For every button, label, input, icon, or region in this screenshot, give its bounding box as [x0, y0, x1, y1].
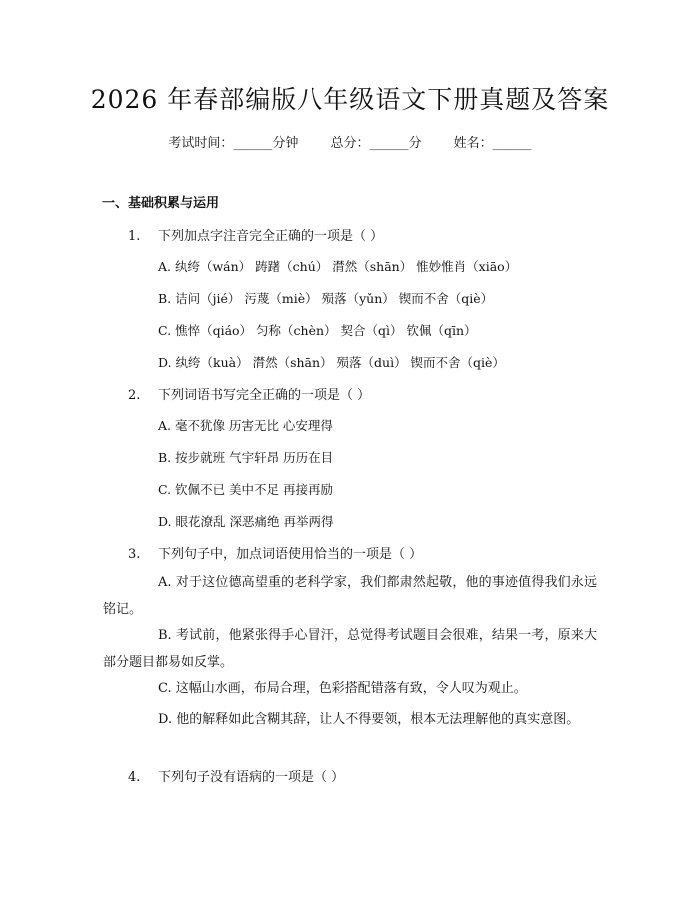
- q3-option-c: C. 这幅山水画，布局合理，色彩搭配错落有致，令人叹为观止。: [158, 681, 527, 696]
- q1-option-a: A. 纨绔（wán） 踌躇（chú） 潸然（shān） 惟妙惟肖（xiāo）: [158, 259, 518, 274]
- question-text: 下列加点字注音完全正确的一项是（ ）: [158, 229, 384, 244]
- question-text: 下列词语书写完全正确的一项是（ ）: [158, 388, 371, 403]
- question-text: 下列句子中，加点词语使用恰当的一项是（ ）: [158, 547, 423, 562]
- exam-title: 2026 年春部编版八年级语文下册真题及答案: [90, 85, 610, 114]
- question-2: [128, 384, 370, 403]
- q1-option-b: B. 诘问（jié） 污蔑（miè） 殒落（yǔn） 锲而不舍（qiè）: [158, 291, 494, 306]
- exam-info: [0, 132, 700, 151]
- question-number: 1.: [128, 229, 141, 244]
- exam-score: 总分：______分: [330, 136, 422, 151]
- q2-option-a: A. 毫不犹像 历害无比 心安理得: [158, 418, 333, 433]
- question-number: 3.: [128, 547, 141, 562]
- q3-option-b: B. 考试前，他紧张得手心冒汗，总觉得考试题目会很难，结果一考，原来大部分题目都易如反掌。: [103, 628, 597, 670]
- question-number: 4.: [128, 770, 141, 785]
- question-number: 2.: [128, 388, 141, 403]
- question-1: [128, 225, 383, 244]
- q2-option-b: B. 按步就班 气宇轩昂 历历在目: [158, 450, 334, 465]
- question-text: 下列句子没有语病的一项是（ ）: [158, 770, 345, 785]
- q3-option-a: A. 对于这位德高望重的老科学家，我们都肃然起敬，他的事迹值得我们永远铭记。: [103, 575, 597, 617]
- question-3: [128, 543, 422, 562]
- q2-option-d: D. 眼花潦乱 深恶痛绝 再举两得: [158, 514, 334, 529]
- section-heading: 一、基础积累与运用: [102, 196, 220, 211]
- question-4: [128, 766, 344, 785]
- q3-option-d: D. 他的解释如此含糊其辞，让人不得要领，根本无法理解他的真实意图。: [158, 712, 580, 727]
- q1-option-d: D. 纨绔（kuà） 潸然（shān） 殒落（duì） 锲而不舍（qiè）: [158, 355, 505, 370]
- q1-option-c: C. 憔悴（qiáo） 匀称（chèn） 契合（qì） 钦佩（qīn）: [158, 323, 477, 338]
- exam-time: 考试时间：______分钟: [168, 136, 299, 151]
- exam-name: 姓名：______: [453, 136, 532, 151]
- q2-option-c: C. 钦佩不已 美中不足 再接再励: [158, 482, 334, 497]
